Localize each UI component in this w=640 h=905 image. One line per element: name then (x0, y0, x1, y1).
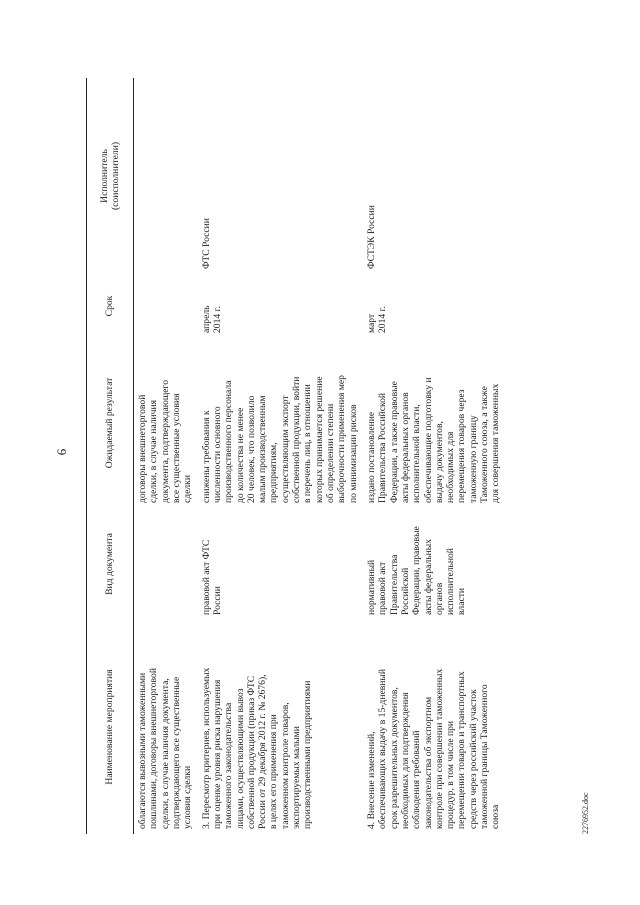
table-row (198, 78, 363, 834)
header-expected-result: Ожидаемый результат (87, 338, 134, 508)
cell-deadline: март 2014 г. (365, 306, 389, 333)
cell-executor (134, 78, 198, 274)
cell-activity-name: облагаются вывозными таможенными пошлинами, договоры внешнеторговой сделки, в случае наличия документа, подтверждающего все существенные условия сделки (137, 668, 194, 829)
table-header-row (87, 78, 134, 834)
header-executor: Исполнитель (соисполнители) (87, 78, 134, 274)
header-deadline: Срок (87, 274, 134, 338)
table-row (363, 78, 506, 834)
cell-executor: ФСТЭК России (365, 205, 377, 269)
cell-expected-result: издано постановление Правительства Российской Федерации, а также правовые акты федеральных органов исполнительной власти, обеспечивающие подготовку и выдачу документов, необходимых для перемещения товаров через таможенную границу Таможенного союза, а также для совершения таможенных (365, 377, 502, 503)
action-plan-table (86, 78, 506, 834)
table-row (134, 78, 198, 834)
cell-document-type (134, 508, 198, 620)
cell-document-type: правовой акт ФТС России (200, 539, 223, 615)
cell-deadline (134, 274, 198, 338)
cell-expected-result: договоры внешнеторговой сделки, в случае наличия документа, подтверждающего все существенные условия сделки (137, 379, 194, 503)
cell-document-type: нормативный правовой акт Правительства Российской Федерации, правовые акты федеральных органов исполнительной власти (365, 526, 468, 615)
page-number: 6 (54, 448, 69, 456)
document-file-id: 2276952.doc (581, 792, 590, 834)
cell-activity-name: 4. Внесение изменений, обеспечивающих выдачу в 15-дневный срок разрешительных документов, необходимых для подтверждения соблюдения требований законодательства об экспортном контроле при совершении таможенных процедур, в том числе при перемещении товаров и транспортных средств через российский участок таможенной границы Таможенного союза (365, 668, 502, 829)
cell-executor: ФТС России (200, 218, 212, 269)
header-activity-name: Наименование мероприятия (87, 620, 134, 834)
cell-expected-result: снижены требования к численности основного производственного персонала до количества не менее 20 человек, что позволило малым производственным предприятиям, осуществляющим экспорт собственной продукции, войти в перечень лиц, в отношении которых принимается решение об определении степени выборочности применения мер по минимизации рисков (200, 375, 359, 503)
header-document-type: Вид документа (87, 508, 134, 620)
rotated-page (40, 42, 600, 862)
cell-deadline: апрель 2014 г. (200, 305, 223, 333)
cell-activity-name: 3. Пересмотр критериев, используемых при оценке уровня риска нарушения таможенного законодательства лицами, осуществляющими вывоз собственной продукции (приказ ФТС России от 29 декабря 2012 г. № 2676), в целях его применения при таможенном контроле товаров, экспортируемых малыми производственными предприятиями (200, 667, 314, 829)
